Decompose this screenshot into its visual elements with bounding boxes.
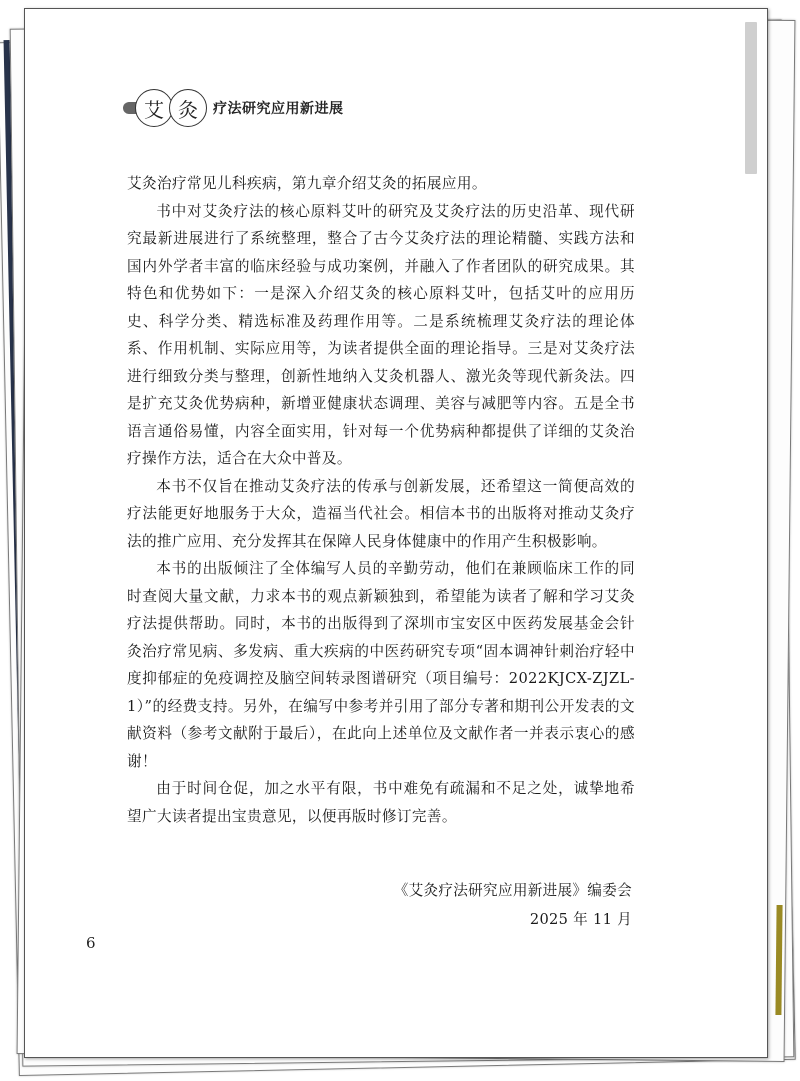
- signature-committee: 《艾灸疗法研究应用新进展》编委会: [393, 882, 632, 899]
- signature-date: 2025 年 11 月: [529, 911, 632, 928]
- scrollbar-thumb[interactable]: [745, 22, 757, 174]
- paragraph: 由于时间仓促，加之水平有限，书中难免有疏漏和不足之处，诚挚地希望广大读者提出宝贵意见，以便再版时修订完善。: [127, 780, 635, 825]
- signature-block: [394, 876, 632, 934]
- paragraph: 艾灸治疗常见儿科疾病，第九章介绍艾灸的拓展应用。: [127, 175, 487, 192]
- book-edge-accent: [775, 905, 782, 1015]
- page-number: 6: [86, 934, 96, 952]
- running-header: [123, 88, 344, 128]
- paragraph: 本书的出版倾注了全体编写人员的辛勤劳动，他们在兼顾临床工作的同时查阅大量文献，力求本书的观点新颖独到，希望能为读者了解和学习艾灸疗法提供帮助。同时，本书的出版得到了深圳市宝安区中医药发展基金会针灸治疗常见病、多发病、重大疾病的中医药研究专项“固本调神针刺治疗轻中度抑郁症的免疫调控及脑空间转录图谱研究（项目编号：2022KJCX-ZJZL-1）”的经费支持。另外，在编写中参考并引用了部分专著和期刊公开发表的文献资料（参考文献附于最后），在此向上述单位及文献作者一并表示衷心的感谢！: [127, 560, 635, 770]
- header-logo-char: 艾: [135, 89, 173, 127]
- header-logo-char: 灸: [169, 89, 207, 127]
- paragraph: 本书不仅旨在推动艾灸疗法的传承与创新发展，还希望这一简便高效的疗法能更好地服务于大众，造福当代社会。相信本书的出版将对推动艾灸疗法的推广应用、充分发挥其在保障人民身体健康中的作用产生积极影响。: [127, 477, 635, 550]
- body-text: [127, 170, 635, 830]
- header-subtitle: 疗法研究应用新进展: [213, 101, 344, 117]
- paragraph: 书中对艾灸疗法的核心原料艾叶的研究及艾灸疗法的历史沿革、现代研究最新进展进行了系统整理，整合了古今艾灸疗法的理论精髓、实践方法和国内外学者丰富的临床经验与成功案例，并融入了作者团队的研究成果。其特色和优势如下：一是深入介绍艾灸的核心原料艾叶，包括艾叶的应用历史、科学分类、精选标准及药理作用等。二是系统梳理艾灸疗法的理论体系、作用机制、实际应用等，为读者提供全面的理论指导。三是对艾灸疗法进行细致分类与整理，创新性地纳入艾灸机器人、激光灸等现代新灸法。四是扩充艾灸优势病种，新增亚健康状态调理、美容与减肥等内容。五是全书语言通俗易懂，内容全面实用，针对每一个优势病种都提供了详细的艾灸治疗操作方法，适合在大众中普及。: [127, 202, 635, 467]
